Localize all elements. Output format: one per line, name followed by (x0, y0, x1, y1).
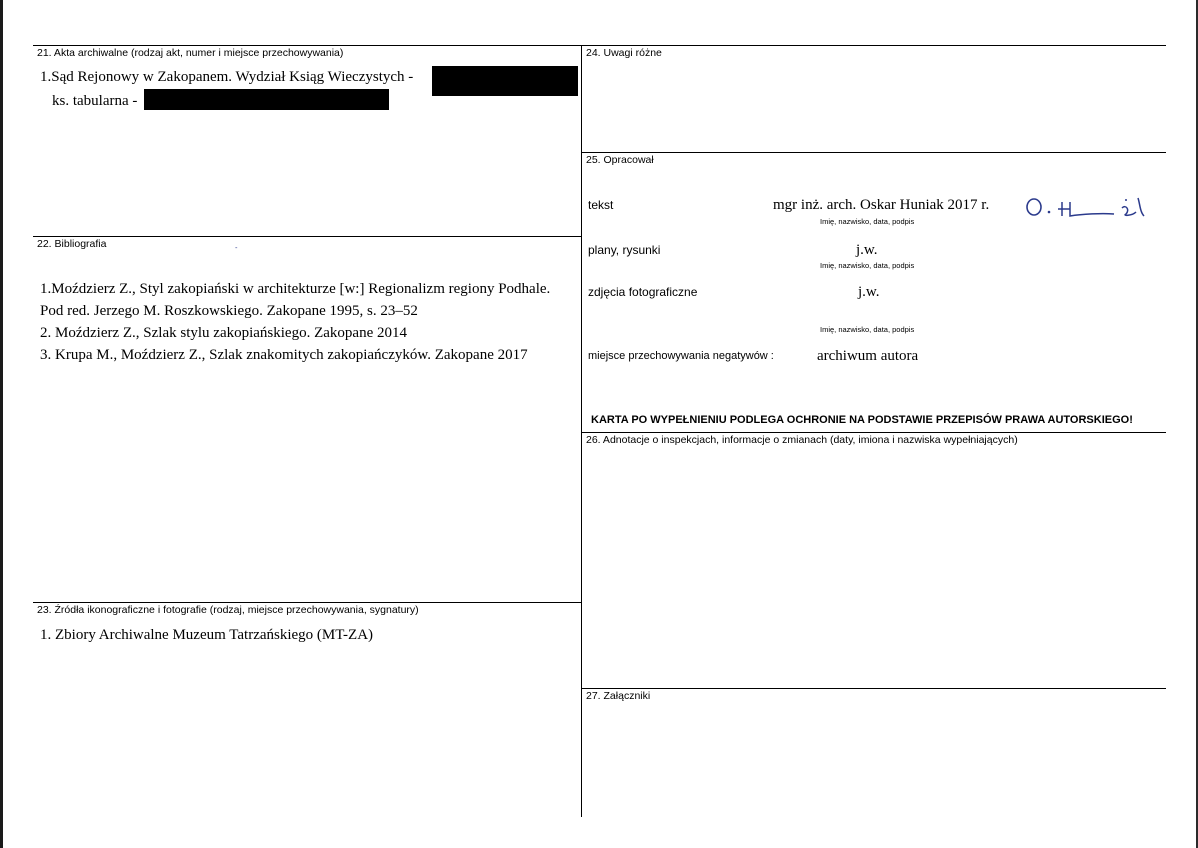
redaction-block-1 (432, 66, 578, 96)
signature-image (1022, 190, 1152, 224)
redaction-block-2 (144, 89, 389, 110)
plany-caption: Imię, nazwisko, data, podpis (820, 261, 915, 270)
tekst-value: mgr inż. arch. Oskar Huniak 2017 r. (773, 197, 990, 213)
rule-26 (582, 432, 1166, 433)
tekst-label: tekst (588, 198, 614, 212)
plany-label: plany, rysunki (588, 243, 661, 257)
center-divider (581, 45, 582, 817)
section-21-line-1: 1.Sąd Rejonowy w Zakopanem. Wydział Ksiąg Wieczystych - (40, 69, 414, 85)
plany-value: j.w. (856, 242, 878, 258)
zdjecia-label: zdjęcia fotograficzne (588, 285, 698, 299)
rule-23 (33, 602, 582, 603)
copyright-warning: KARTA PO WYPEŁNIENIU PODLEGA OCHRONIE NA PODSTAWIE PRZEPISÓW PRAWA AUTORSKIEGO! (591, 414, 1133, 426)
bibliography-item: 3. Krupa M., Moździerz Z., Szlak znakomitych zakopiańczyków. Zakopane 2017 (40, 347, 528, 363)
section-21-line-2: ks. tabularna - (52, 93, 138, 109)
section-22-label: 22. Bibliografia (37, 238, 107, 250)
rule-25 (582, 152, 1166, 153)
top-rule (33, 45, 1166, 46)
ink-speck: - (235, 243, 238, 252)
bibliography-item: 2. Moździerz Z., Szlak stylu zakopiańskiego. Zakopane 2014 (40, 325, 407, 341)
tekst-caption: Imię, nazwisko, data, podpis (820, 217, 915, 226)
section-24-label: 24. Uwagi różne (586, 47, 662, 59)
section-25-label: 25. Opracował (586, 154, 654, 166)
zdjecia-caption: Imię, nazwisko, data, podpis (820, 325, 915, 334)
bibliography-item: 1.Moździerz Z., Styl zakopiański w architekturze [w:] Regionalizm regiony Podhale. Pod red. Jerzego M. Roszkowskiego. Zakopane 1995, s. 23–52 (40, 281, 551, 319)
rule-22 (33, 236, 582, 237)
section-27-label: 27. Załączniki (586, 690, 651, 702)
section-23-label: 23. Źródła ikonograficzne i fotografie (rodzaj, miejsce przechowywania, sygnatury) (37, 604, 419, 616)
negatywy-label: miejsce przechowywania negatywów : (588, 350, 774, 362)
section-26-label: 26. Adnotacje o inspekcjach, informacje o zmianach (daty, imiona i nazwiska wypełniających) (586, 434, 1018, 446)
bibliography-list (40, 278, 575, 366)
rule-27 (582, 688, 1166, 689)
section-23-item-1: 1. Zbiory Archiwalne Muzeum Tatrzańskiego (MT-ZA) (40, 627, 374, 643)
negatywy-value: archiwum autora (817, 348, 919, 364)
section-21-label: 21. Akta archiwalne (rodzaj akt, numer i miejsce przechowywania) (37, 47, 344, 59)
zdjecia-value: j.w. (858, 284, 880, 300)
scan-edge-left (0, 0, 3, 848)
